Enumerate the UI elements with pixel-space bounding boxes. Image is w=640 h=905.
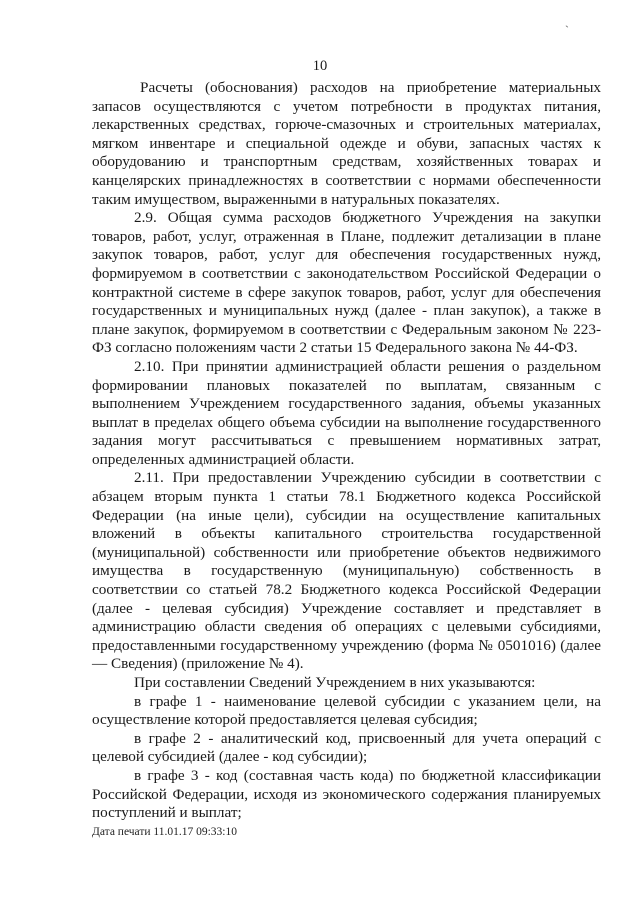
paragraph-2-11: 2.11. При предоставлении Учреждению субсидии в соответствии с абзацем вторым пункта 1 статьи 78.1 Бюджетного кодекса Российской Федерации (на иные цели), субсидии на осуществление капитальных вложений в объекты капитального строительства государственной (муниципальной) собственности или приобретение объектов недвижимого имущества в государственную (муниципальную) собственность в соответствии со статьей 78.2 Бюджетного кодекса Российской Федерации (далее - целевая субсидия) Учреждение составляет и представляет в администрацию области сведения об операциях с целевыми субсидиями, предоставленными государственному учреждению (форма № 0501016) (далее — Сведения) (приложение № 4). bbox=[92, 469, 601, 673]
paragraph-material-supplies: Расчеты (обоснования) расходов на приобретение материальных запасов осуществляются с учетом потребности в продуктах питания, лекарственных средствах, горюче-смазочных и строительных материалах, мягком инвентаре и специальной одежде и обуви, запасных частях к оборудованию и транспортным средствам, хозяйственных товарах и канцелярских принадлежностях в соответствии с нормами обеспеченности таким имуществом, выраженными в натуральных показателях. bbox=[92, 79, 601, 208]
corner-mark: ˎ bbox=[565, 14, 569, 28]
print-date-footer: Дата печати 11.01.17 09:33:10 bbox=[92, 826, 238, 838]
paragraph-column-2: в графе 2 - аналитический код, присвоенный для учета операций с целевой субсидией (далее - код субсидии); bbox=[92, 729, 601, 766]
paragraph-column-1: в графе 1 - наименование целевой субсидии с указанием цели, на осуществление которой предоставляется целевая субсидия; bbox=[92, 692, 601, 729]
document-body bbox=[92, 79, 601, 823]
paragraph-column-3: в графе 3 - код (составная часть кода) по бюджетной классификации Российской Федерации, исходя из экономического содержания планируемых поступлений и выплат; bbox=[92, 766, 601, 822]
page-number: 10 bbox=[312, 58, 328, 74]
paragraph-2-10: 2.10. При принятии администрацией области решения о раздельном формировании плановых показателей по выплатам, связанным с выполнением Учреждением государственного задания, объемы указанных выплат в пределах общего объема субсидии на выполнение государственного задания могут рассчитываться с превышением нормативных затрат, определенных администрацией области. bbox=[92, 357, 601, 468]
paragraph-2-9: 2.9. Общая сумма расходов бюджетного Учреждения на закупки товаров, работ, услуг, отраженная в Плане, подлежит детализации в плане закупок товаров, работ, услуг для обеспечения государственных нужд, формируемом в соответствии с законодательством Российской Федерации о контрактной системе в сфере закупок товаров, работ, услуг для обеспечения государственных и муниципальных нужд (далее - план закупок), а также в плане закупок, формируемом в соответствии с Федеральным законом № 223-ФЗ согласно положениям части 2 статьи 15 Федерального закона № 44-ФЗ. bbox=[92, 209, 601, 357]
paragraph-info-intro: При составлении Сведений Учреждением в них указываются: bbox=[134, 674, 536, 691]
